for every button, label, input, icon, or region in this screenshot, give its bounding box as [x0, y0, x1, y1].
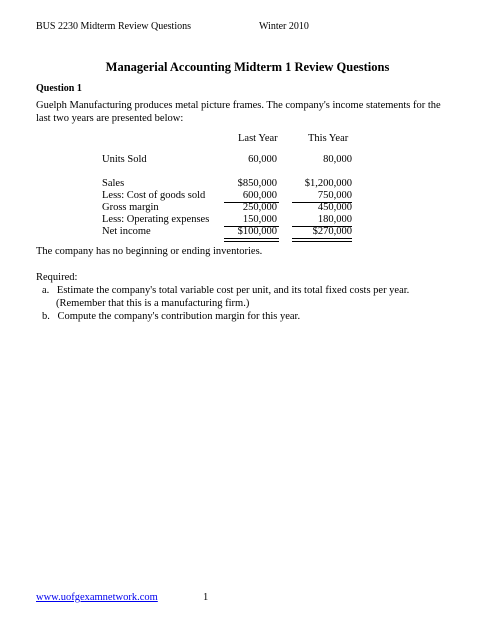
column-header-last-year: Last Year: [238, 133, 278, 144]
requirement-marker: a.: [42, 285, 50, 296]
question-label: Question 1: [36, 83, 82, 94]
question-intro: Guelph Manufacturing produces metal picture frames. The company's income statements for the last two years are presented below:: [36, 100, 441, 124]
required-label: Required:: [36, 272, 78, 283]
requirement-a-continued: (Remember that this is a manufacturing firm.): [56, 298, 250, 309]
table-cell-this: $1,200,000: [304, 178, 352, 189]
requirement-a: [42, 285, 409, 296]
page-title: Managerial Accounting Midterm 1 Review Questions: [105, 60, 390, 74]
requirement-text: Compute the company's contribution margin for this year.: [57, 311, 301, 322]
table-cell-last: 150,000: [242, 214, 277, 225]
table-cell-last: 600,000: [242, 190, 277, 201]
double-underline: [292, 238, 352, 242]
table-cell-last: 250,000: [242, 202, 277, 213]
header-term: Winter 2010: [259, 21, 309, 32]
table-cell-this: 450,000: [317, 202, 352, 213]
units-sold-last: 60,000: [248, 154, 277, 165]
footer-link[interactable]: www.uofgexamnetwork.com: [36, 592, 158, 603]
units-sold-this: 80,000: [323, 154, 352, 165]
table-cell-last: $850,000: [237, 178, 277, 189]
units-sold-label: Units Sold: [102, 154, 147, 165]
requirement-b: [42, 311, 300, 322]
table-row-label: Gross margin: [102, 202, 159, 213]
column-header-this-year: This Year: [308, 133, 349, 144]
table-cell-this: $270,000: [312, 226, 352, 237]
header-course: BUS 2230 Midterm Review Questions: [36, 21, 191, 32]
table-row-label: Sales: [102, 178, 125, 189]
inventory-note: The company has no beginning or ending inventories.: [36, 246, 263, 257]
table-row-label: Less: Cost of goods sold: [102, 190, 206, 201]
table-row-label: Less: Operating expenses: [102, 214, 210, 225]
table-cell-last: $100,000: [237, 226, 277, 237]
double-underline: [224, 238, 279, 242]
table-cell-this: 180,000: [317, 214, 352, 225]
page-number: 1: [203, 592, 209, 603]
requirement-marker: b.: [42, 311, 50, 322]
table-cell-this: 750,000: [317, 190, 352, 201]
table-row-label: Net income: [102, 226, 151, 237]
requirement-text: Estimate the company's total variable cost per unit, and its total fixed costs per year.: [56, 285, 410, 296]
